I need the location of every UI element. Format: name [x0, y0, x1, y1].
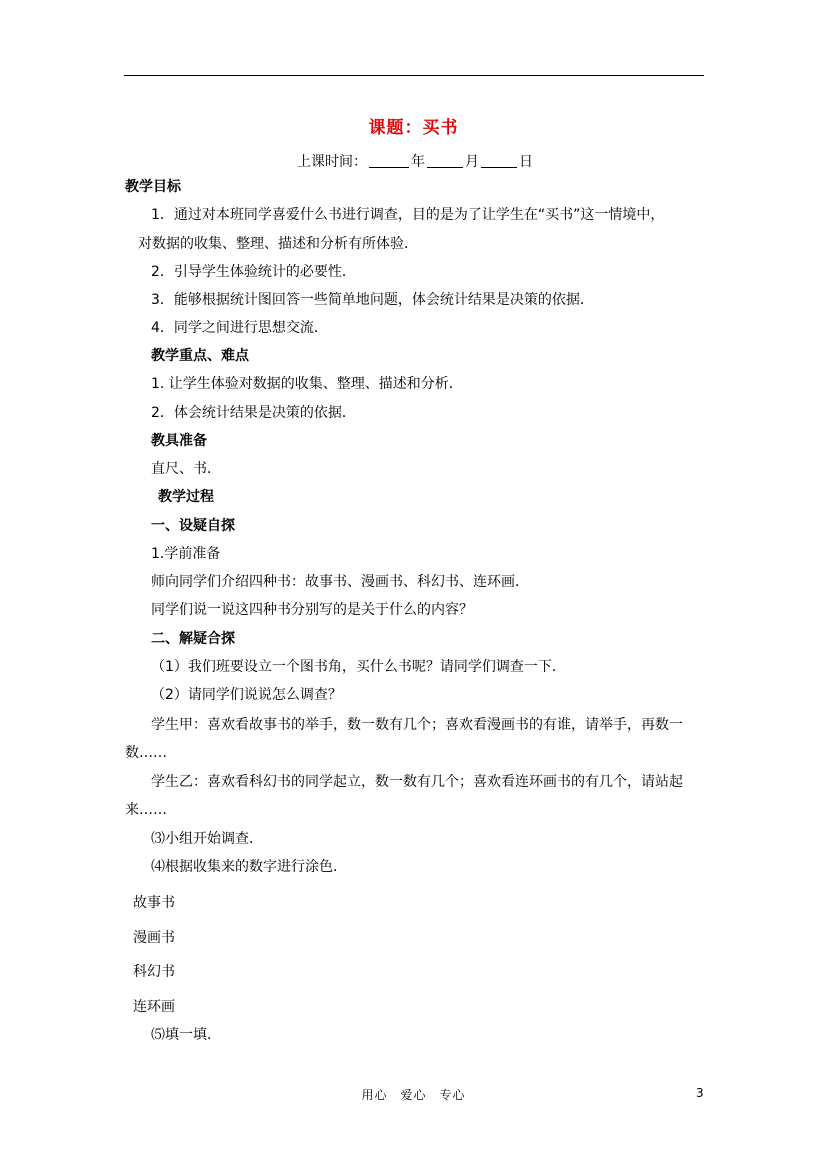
student-a-cont: 数……: [125, 745, 167, 761]
prep-item: 1.学前准备: [151, 546, 221, 562]
student-a-text: 学生甲：喜欢看故事书的举手，数一数有几个；喜欢看漫画书的有谁，请举手，再数一: [151, 717, 683, 733]
heading-key-points: 教学重点、难点: [151, 348, 249, 364]
month-blank[interactable]: [427, 153, 463, 168]
step-1: （1）我们班要设立一个图书角，买什么书呢？请同学们调查一下．: [151, 659, 566, 675]
objective-1-cont: 对数据的收集、整理、描述和分析有所体验．: [138, 236, 418, 252]
day-blank[interactable]: [481, 153, 517, 168]
student-b-cont: 来……: [125, 802, 167, 818]
category-scifi-books: 科幻书: [133, 964, 175, 980]
header-rule: [124, 75, 704, 76]
class-date-line: [297, 151, 533, 171]
key-point-2: 2．体会统计结果是决策的依据．: [151, 405, 356, 421]
heading-process: 教学过程: [158, 489, 214, 505]
heading-materials: 教具准备: [151, 433, 207, 449]
page-title: 课题：买书: [368, 118, 459, 138]
objective-2: 2．引导学生体验统计的必要性．: [151, 264, 356, 280]
category-picture-books: 连环画: [133, 999, 175, 1015]
section-2-heading: 二、解疑合探: [151, 631, 235, 647]
objective-4: 4．同学之间进行思想交流．: [151, 320, 328, 336]
page-footer: 用心 爱心 专心: [361, 1088, 466, 1102]
category-story-books: 故事书: [133, 895, 175, 911]
heading-objectives: 教学目标: [125, 179, 181, 195]
month-label: 月: [465, 154, 479, 170]
objective-3: 3．能够根据统计图回答一些简单地问题，体会统计结果是决策的依据．: [151, 292, 594, 308]
key-point-1: 1. 让学生体验对数据的收集、整理、描述和分析．: [151, 376, 463, 392]
year-blank[interactable]: [369, 153, 409, 168]
date-prefix: 上课时间：: [297, 154, 367, 170]
objective-1: 1．通过对本班同学喜爱什么书进行调查，目的是为了让学生在“买书”这一情境中，: [151, 207, 665, 223]
section-1-heading: 一、设疑自探: [151, 518, 235, 534]
day-label: 日: [519, 154, 533, 170]
year-label: 年: [411, 154, 425, 170]
step-5: ⑸填一填．: [151, 1027, 221, 1043]
discuss-books-text: 同学们说一说这四种书分别写的是关于什么的内容？: [151, 602, 473, 618]
materials-text: 直尺、书．: [151, 461, 221, 477]
intro-books-text: 师向同学们介绍四种书：故事书、漫画书、科幻书、连环画．: [151, 574, 529, 590]
page-number: 3: [696, 1086, 704, 1100]
student-b-text: 学生乙：喜欢看科幻书的同学起立，数一数有几个；喜欢看连环画书的有几个，请站起: [151, 774, 683, 790]
step-3: ⑶小组开始调查．: [151, 831, 263, 847]
step-4: ⑷根据收集来的数字进行涂色．: [151, 859, 347, 875]
step-2: （2）请同学们说说怎么调查？: [151, 687, 342, 703]
category-comic-books: 漫画书: [133, 930, 175, 946]
